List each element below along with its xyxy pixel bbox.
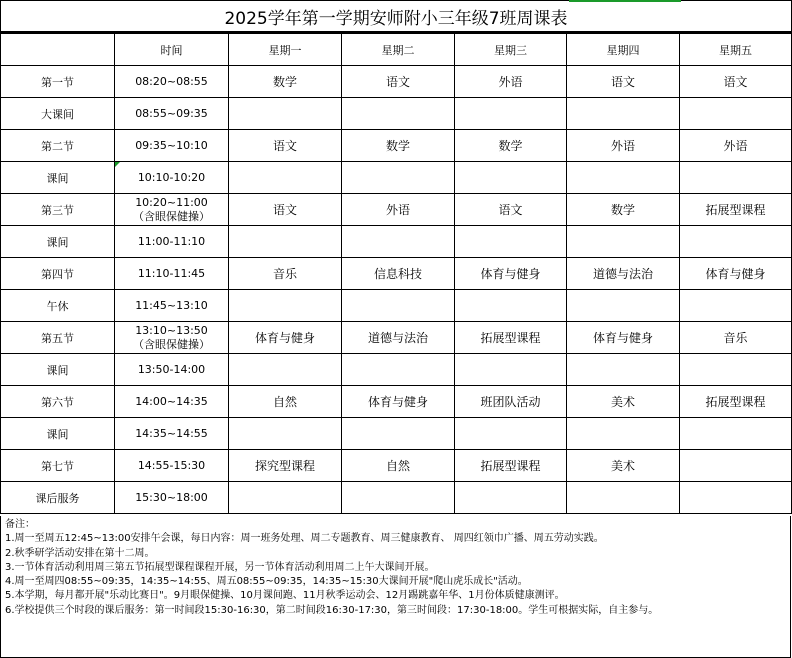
- period-time-range: 14:00~14:35: [135, 394, 208, 408]
- class-cell[interactable]: 音乐: [680, 322, 792, 354]
- class-cell[interactable]: [455, 226, 567, 258]
- schedule-row: [1, 450, 792, 482]
- class-cell[interactable]: [680, 162, 792, 194]
- note-line: 5.本学期，每月都开展"乐动比赛日"。9月眼保健操、10月课间跑、11月秋季运动会、12月踢跳嘉年华、1月份体质健康测评。: [5, 590, 565, 602]
- schedule-row: [1, 98, 792, 130]
- schedule-row: [1, 290, 792, 322]
- period-time[interactable]: [115, 450, 229, 482]
- period-time[interactable]: [115, 418, 229, 450]
- period-label[interactable]: 大课间: [1, 98, 115, 130]
- class-cell[interactable]: [680, 450, 792, 482]
- class-cell[interactable]: 体育与健身: [680, 258, 792, 290]
- class-cell[interactable]: [229, 482, 342, 514]
- class-cell[interactable]: 信息科技: [342, 258, 455, 290]
- period-time-range: 11:00-11:10: [137, 234, 206, 248]
- class-cell[interactable]: [567, 354, 680, 386]
- class-cell[interactable]: 班团队活动: [455, 386, 567, 418]
- header-tuesday[interactable]: 星期二: [342, 33, 455, 66]
- class-cell[interactable]: 语文: [567, 66, 680, 98]
- note-line: 3.一节体育活动利用周三第五节拓展型课程课程开展，另一节体育活动利用周二上午大课间开展。: [5, 561, 435, 573]
- class-cell[interactable]: 美术: [567, 386, 680, 418]
- class-cell[interactable]: 拓展型课程: [680, 386, 792, 418]
- selection-indicator: [569, 0, 681, 2]
- class-cell[interactable]: 拓展型课程: [455, 450, 567, 482]
- schedule-row: [1, 162, 792, 194]
- class-cell[interactable]: 美术: [567, 450, 680, 482]
- class-cell[interactable]: [455, 98, 567, 130]
- class-cell[interactable]: [455, 162, 567, 194]
- class-cell[interactable]: 自然: [229, 386, 342, 418]
- period-time-range: 15:30~18:00: [135, 490, 208, 504]
- class-cell[interactable]: 拓展型课程: [455, 322, 567, 354]
- period-label[interactable]: 第二节: [1, 130, 115, 162]
- header-thursday[interactable]: 星期四: [567, 33, 680, 66]
- class-cell[interactable]: [455, 290, 567, 322]
- schedule-row: [1, 354, 792, 386]
- class-cell[interactable]: 语文: [229, 194, 342, 226]
- period-time-range: 13:50-14:00: [137, 362, 206, 376]
- period-time-range: 08:20~08:55: [135, 74, 208, 88]
- class-cell[interactable]: 数学: [455, 130, 567, 162]
- class-cell[interactable]: [342, 226, 455, 258]
- schedule-row: [1, 258, 792, 290]
- class-cell[interactable]: [229, 418, 342, 450]
- schedule-row: [1, 482, 792, 514]
- period-time-range: 10:20~11:00: [135, 195, 208, 209]
- period-label[interactable]: 第一节: [1, 66, 115, 98]
- period-time-range: 09:35~10:10: [135, 138, 208, 152]
- class-cell[interactable]: [680, 226, 792, 258]
- period-time[interactable]: [115, 226, 229, 258]
- header-friday[interactable]: 星期五: [680, 33, 792, 66]
- period-label[interactable]: 第七节: [1, 450, 115, 482]
- class-cell[interactable]: [342, 98, 455, 130]
- class-cell[interactable]: 道德与法治: [567, 258, 680, 290]
- period-label[interactable]: 课后服务: [1, 482, 115, 514]
- period-label[interactable]: 午休: [1, 290, 115, 322]
- class-cell[interactable]: [229, 98, 342, 130]
- schedule-row: [1, 194, 792, 226]
- class-cell[interactable]: 外语: [342, 194, 455, 226]
- period-time-range: 11:45~13:10: [135, 298, 208, 312]
- note-line: 1.周一至周五12:45~13:00安排午会课，每日内容：周一班务处理、周二专题教育、周三健康教育、 周四红领巾广播、周五劳动实践。: [5, 533, 604, 545]
- header-monday[interactable]: 星期一: [229, 33, 342, 66]
- page-title[interactable]: 2025学年第一学期安师附小三年级7班周课表: [1, 1, 792, 33]
- period-time-range: 10:10-10:20: [137, 170, 206, 184]
- class-cell[interactable]: [455, 354, 567, 386]
- class-cell[interactable]: [567, 162, 680, 194]
- class-cell[interactable]: 体育与健身: [229, 322, 342, 354]
- class-cell[interactable]: 拓展型课程: [680, 194, 792, 226]
- class-cell[interactable]: [229, 290, 342, 322]
- class-cell[interactable]: [680, 98, 792, 130]
- schedule-row: [1, 66, 792, 98]
- class-cell[interactable]: [567, 98, 680, 130]
- period-label[interactable]: 课间: [1, 162, 115, 194]
- class-cell[interactable]: 体育与健身: [567, 322, 680, 354]
- class-cell[interactable]: 体育与健身: [342, 386, 455, 418]
- period-time-note: （含眼保健操）: [133, 337, 210, 351]
- class-cell[interactable]: [567, 418, 680, 450]
- note-line: 4.周一至周四08:55~09:35，14:35~14:55、周五08:55~09:35，14:35~15:30大课间开展"爬山虎乐成长"活动。: [5, 576, 528, 588]
- period-label[interactable]: 第五节: [1, 322, 115, 354]
- period-time[interactable]: [115, 354, 229, 386]
- header-row: [1, 33, 792, 66]
- class-cell[interactable]: 语文: [229, 130, 342, 162]
- note-line: 2.秋季研学活动安排在第十二周。: [5, 547, 155, 559]
- period-time[interactable]: [115, 482, 229, 514]
- period-time-range: 14:35~14:55: [135, 426, 208, 440]
- period-time-note: （含眼保健操）: [133, 209, 210, 223]
- notes-box[interactable]: [0, 516, 791, 658]
- class-cell[interactable]: [229, 354, 342, 386]
- period-time[interactable]: [115, 162, 229, 194]
- class-cell[interactable]: 语文: [342, 66, 455, 98]
- period-time[interactable]: [115, 130, 229, 162]
- period-time-range: 13:10~13:50: [135, 323, 208, 337]
- period-label[interactable]: 课间: [1, 226, 115, 258]
- class-cell[interactable]: [229, 162, 342, 194]
- class-cell[interactable]: 体育与健身: [455, 258, 567, 290]
- class-cell[interactable]: 语文: [455, 194, 567, 226]
- class-cell[interactable]: 道德与法治: [342, 322, 455, 354]
- period-time[interactable]: [115, 290, 229, 322]
- period-label[interactable]: 第六节: [1, 386, 115, 418]
- period-time[interactable]: [115, 322, 229, 354]
- class-cell[interactable]: [567, 226, 680, 258]
- class-cell[interactable]: [680, 354, 792, 386]
- schedule-row: [1, 130, 792, 162]
- class-cell[interactable]: [455, 482, 567, 514]
- class-cell[interactable]: 外语: [455, 66, 567, 98]
- class-cell[interactable]: [342, 290, 455, 322]
- period-time[interactable]: [115, 98, 229, 130]
- period-time-range: 11:10-11:45: [137, 266, 206, 280]
- period-label[interactable]: 课间: [1, 418, 115, 450]
- period-time[interactable]: [115, 386, 229, 418]
- class-cell[interactable]: 数学: [567, 194, 680, 226]
- header-time[interactable]: 时间: [115, 33, 229, 66]
- schedule-row: [1, 226, 792, 258]
- period-label[interactable]: 第三节: [1, 194, 115, 226]
- class-cell[interactable]: [567, 290, 680, 322]
- period-label[interactable]: 课间: [1, 354, 115, 386]
- notes-heading: 备注：: [5, 519, 35, 530]
- period-time-range: 14:55-15:30: [137, 458, 206, 472]
- class-cell[interactable]: 音乐: [229, 258, 342, 290]
- class-cell[interactable]: [342, 418, 455, 450]
- class-cell[interactable]: [342, 162, 455, 194]
- period-time-range: 08:55~09:35: [135, 106, 208, 120]
- class-cell[interactable]: [567, 482, 680, 514]
- header-corner-cell[interactable]: [1, 33, 115, 66]
- class-cell[interactable]: [342, 354, 455, 386]
- class-cell[interactable]: 探究型课程: [229, 450, 342, 482]
- class-cell[interactable]: 外语: [567, 130, 680, 162]
- class-cell[interactable]: 数学: [229, 66, 342, 98]
- schedule-row: [1, 322, 792, 354]
- class-cell[interactable]: [680, 290, 792, 322]
- period-time[interactable]: [115, 66, 229, 98]
- class-cell[interactable]: 自然: [342, 450, 455, 482]
- note-line: 6.学校提供三个时段的课后服务：第一时间段15:30-16:30，第二时间段16:30-17:30，第三时间段：17:30-18:00。学生可根据实际，自主参与。: [5, 604, 659, 616]
- period-time[interactable]: [115, 194, 229, 226]
- class-cell[interactable]: [229, 226, 342, 258]
- class-cell[interactable]: 数学: [342, 130, 455, 162]
- class-cell[interactable]: 语文: [680, 66, 792, 98]
- class-cell[interactable]: [680, 418, 792, 450]
- class-cell[interactable]: [455, 418, 567, 450]
- schedule-row: [1, 418, 792, 450]
- header-wednesday[interactable]: 星期三: [455, 33, 567, 66]
- cell-marker-icon: [115, 162, 120, 167]
- class-cell[interactable]: 外语: [680, 130, 792, 162]
- class-cell[interactable]: [680, 482, 792, 514]
- period-label[interactable]: 第四节: [1, 258, 115, 290]
- period-time[interactable]: [115, 258, 229, 290]
- schedule-row: [1, 386, 792, 418]
- class-cell[interactable]: [342, 482, 455, 514]
